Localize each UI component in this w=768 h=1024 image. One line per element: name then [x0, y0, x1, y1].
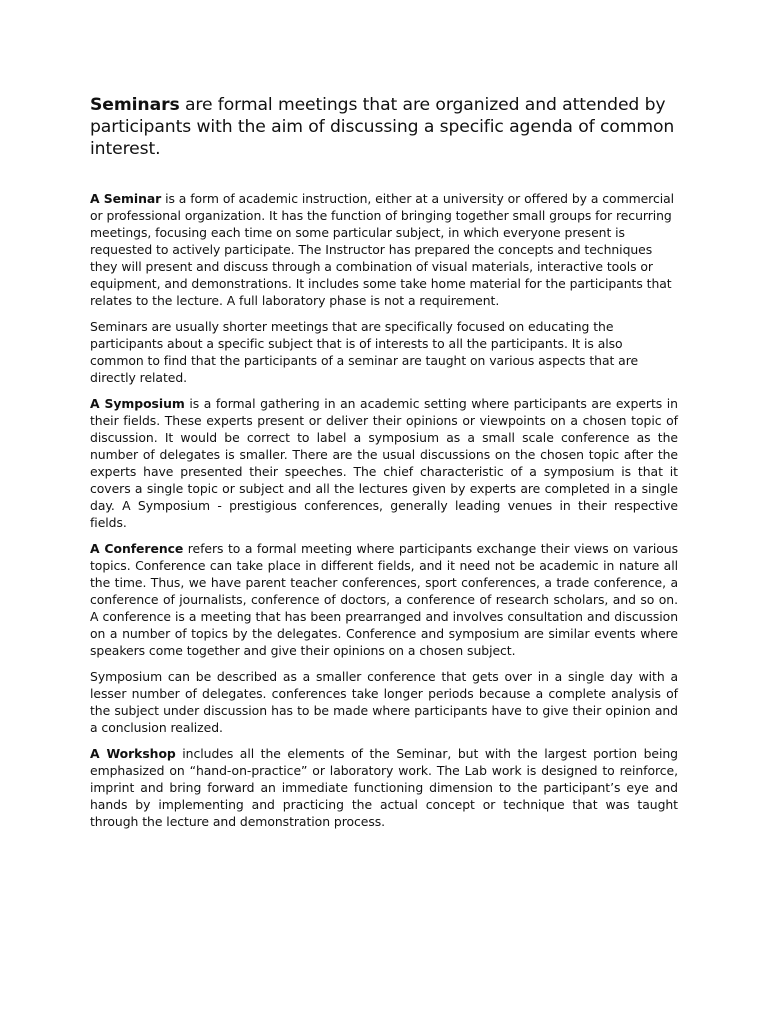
- intro-text: are formal meetings that are organized and attended by participants with the aim of discussing a specific agenda of common interest.: [90, 95, 675, 159]
- intro-term: Seminars: [90, 95, 180, 115]
- symposium-term: A Symposium: [90, 396, 185, 411]
- intro-paragraph: [90, 94, 678, 160]
- conference-paragraph: [90, 540, 678, 659]
- seminar-term: A Seminar: [90, 191, 162, 206]
- document-page: [90, 94, 678, 839]
- symposium-paragraph: [90, 395, 678, 531]
- conference-term: A Conference: [90, 541, 184, 556]
- conference-text: refers to a formal meeting where participants exchange their views on various topics. Conference can take place in different fields, and it need not be academic in nature all the time. Thus, we have parent teacher conferences, sport conferences, a trade conference, a conference of journalists, conference of doctors, a conference of research scholars, and so on. A conference is a meeting that has been prearranged and involves consultation and discussion on a number of topics by the delegates. Conference and symposium are similar events where speakers come together and give their opinions on a chosen subject.: [90, 541, 678, 658]
- workshop-text: includes all the elements of the Seminar, but with the largest portion being emphasized on “hand-on-practice” or laboratory work. The Lab work is designed to reinforce, imprint and bring forward an immediate functioning dimension to the participant’s eye and hands by implementing and practicing the actual concept or technique that was taught through the lecture and demonstration process.: [90, 746, 678, 829]
- seminar-text: is a form of academic instruction, either at a university or offered by a commercial or professional organization. It has the function of bringing together small groups for recurring meetings, focusing each time on some particular subject, in which everyone present is requested to actively participate. The Instructor has prepared the concepts and techniques they will present and discuss through a combination of visual materials, interactive tools or equipment, and demonstrations. It includes some take home material for the participants that relates to the lecture. A full laboratory phase is not a requirement.: [90, 191, 675, 308]
- workshop-term: A Workshop: [90, 746, 176, 761]
- symposium-vs-conference-text: Symposium can be described as a smaller conference that gets over in a single day with a lesser number of delegates. conferences take longer periods because a complete analysis of the subject under discussion has to be made where participants have to give their opinion and a conclusion realized.: [90, 669, 678, 735]
- seminar-paragraph: [90, 190, 678, 309]
- workshop-paragraph: [90, 745, 678, 830]
- seminar-focus-text: Seminars are usually shorter meetings that are specifically focused on educating the participants about a specific subject that is of interests to all the participants. It is also common to find that the participants of a seminar are taught on various aspects that are directly related.: [90, 319, 639, 385]
- symposium-text: is a formal gathering in an academic setting where participants are experts in their fields. These experts present or deliver their opinions or viewpoints on a chosen topic of discussion. It would be correct to label a symposium as a small scale conference as the number of delegates is smaller. There are the usual discussions on the chosen topic after the experts have presented their speeches. The chief characteristic of a symposium is that it covers a single topic or subject and all the lectures given by experts are completed in a single day. A Symposium - prestigious conferences, generally leading venues in their respective fields.: [90, 396, 678, 530]
- seminar-focus-paragraph: [90, 318, 678, 386]
- symposium-vs-conference-paragraph: [90, 668, 678, 736]
